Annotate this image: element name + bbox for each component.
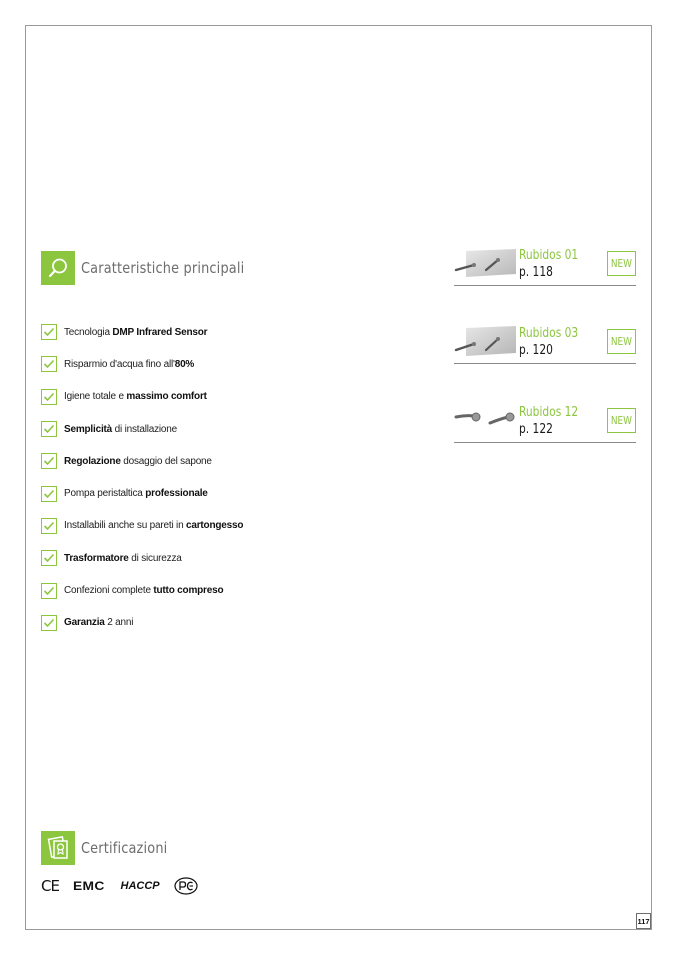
feature-text: Igiene totale e massimo comfort xyxy=(64,391,207,403)
certificate-icon xyxy=(41,831,75,865)
feature-text: Trasformatore di sicurezza xyxy=(64,552,182,564)
feature-text: Regolazione dosaggio del sapone xyxy=(64,455,212,467)
feature-item xyxy=(41,413,401,445)
checkbox-icon xyxy=(41,389,57,405)
checkbox-icon xyxy=(41,518,57,534)
features-header xyxy=(41,251,271,285)
feature-text: Confezioni complete tutto compreso xyxy=(64,585,224,597)
product-rubidos-12[interactable] xyxy=(454,405,636,443)
product-name: Rubidos 12 xyxy=(519,405,579,420)
checkbox-icon xyxy=(41,486,57,502)
magnifier-icon xyxy=(41,251,75,285)
ce-mark-logo: CE xyxy=(41,877,59,895)
feature-item xyxy=(41,381,401,413)
checkbox-icon xyxy=(41,356,57,372)
product-page-ref: p. 118 xyxy=(519,265,553,280)
product-rubidos-01[interactable] xyxy=(454,248,636,286)
page-number: 117 xyxy=(636,913,651,929)
new-badge: NEW xyxy=(607,251,636,276)
checkbox-icon xyxy=(41,583,57,599)
feature-text: Semplicità di installazione xyxy=(64,423,178,435)
feature-text: Tecnologia DMP Infrared Sensor xyxy=(64,326,208,338)
certifications-title: Certificazioni xyxy=(81,839,168,857)
feature-item xyxy=(41,607,401,639)
wall-spout-faucet-icon xyxy=(454,405,516,439)
haccp-logo: HACCP xyxy=(120,880,160,892)
new-badge: NEW xyxy=(607,408,636,433)
feature-item xyxy=(41,542,401,574)
pct-logo xyxy=(174,877,198,895)
certifications-header xyxy=(41,831,182,865)
product-page-ref: p. 122 xyxy=(519,422,553,437)
feature-item xyxy=(41,477,401,509)
checkbox-icon xyxy=(41,550,57,566)
features-title: Caratteristiche principali xyxy=(81,259,245,277)
feature-item xyxy=(41,445,401,477)
checkbox-icon xyxy=(41,453,57,469)
feature-text: Pompa peristaltica professionale xyxy=(64,488,208,500)
wall-plate-faucet-icon xyxy=(454,248,516,282)
checkbox-icon xyxy=(41,324,57,340)
checkbox-icon xyxy=(41,421,57,437)
emc-logo: EMC xyxy=(72,879,105,893)
product-page-ref: p. 120 xyxy=(519,343,553,358)
product-name: Rubidos 01 xyxy=(519,248,579,263)
feature-item xyxy=(41,316,401,348)
checkbox-icon xyxy=(41,615,57,631)
wall-plate-faucet-icon xyxy=(454,326,516,360)
feature-text: Risparmio d'acqua fino all'80% xyxy=(64,358,195,370)
certification-logos xyxy=(41,876,198,896)
feature-item xyxy=(41,348,401,380)
new-badge: NEW xyxy=(607,329,636,354)
feature-list xyxy=(41,316,401,639)
product-name: Rubidos 03 xyxy=(519,326,579,341)
feature-text: Garanzia 2 anni xyxy=(64,617,134,629)
feature-item xyxy=(41,574,401,606)
feature-item xyxy=(41,510,401,542)
product-rubidos-03[interactable] xyxy=(454,326,636,364)
feature-text: Installabili anche su pareti in cartongesso xyxy=(64,520,244,532)
